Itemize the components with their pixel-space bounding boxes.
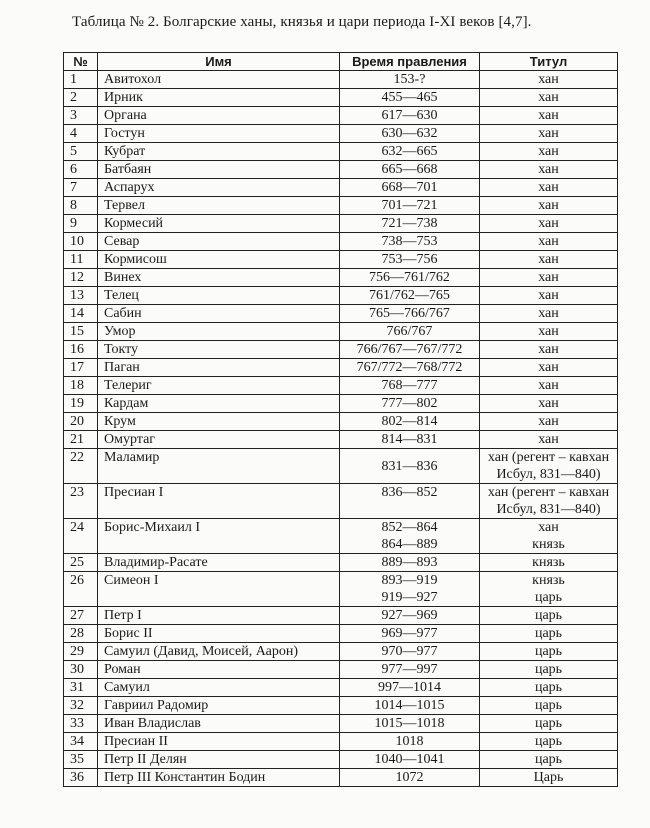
- cell-num: 14: [64, 305, 98, 323]
- table-row: [64, 125, 618, 143]
- time-line: 721—738: [381, 216, 438, 231]
- title-line: Исбул, 831—840): [496, 502, 601, 517]
- cell-time: [340, 751, 480, 769]
- cell-name: Пресиан II: [98, 733, 340, 751]
- cell-time: [340, 572, 480, 607]
- cell-name: Аспарух: [98, 179, 340, 197]
- cell-name: Петр III Константин Бодин: [98, 769, 340, 787]
- cell-time: [340, 413, 480, 431]
- cell-time: [340, 679, 480, 697]
- table-row: [64, 733, 618, 751]
- cell-title: [480, 233, 618, 251]
- title-line: хан: [538, 162, 559, 177]
- time-line: 632—665: [381, 144, 438, 159]
- title-line: хан: [538, 306, 559, 321]
- cell-time: [340, 484, 480, 519]
- cell-title: [480, 323, 618, 341]
- cell-time: [340, 287, 480, 305]
- cell-num: 18: [64, 377, 98, 395]
- cell-title: [480, 71, 618, 89]
- table-row: [64, 359, 618, 377]
- time-line: 831—836: [381, 459, 438, 474]
- title-line: царь: [534, 752, 563, 767]
- title-line: князь: [532, 555, 565, 570]
- time-line: 1040—1041: [374, 752, 445, 767]
- time-line: 768—777: [381, 378, 438, 393]
- cell-time: [340, 715, 480, 733]
- cell-title: [480, 715, 618, 733]
- cell-title: [480, 572, 618, 607]
- cell-title: [480, 89, 618, 107]
- title-line: хан: [538, 108, 559, 123]
- table-row: [64, 71, 618, 89]
- cell-num: 24: [64, 519, 98, 554]
- cell-num: 11: [64, 251, 98, 269]
- cell-title: [480, 197, 618, 215]
- cell-num: 21: [64, 431, 98, 449]
- time-line: 836—852: [381, 485, 438, 500]
- header-name: Имя: [98, 53, 340, 71]
- table-row: [64, 197, 618, 215]
- title-line: хан: [538, 180, 559, 195]
- cell-name: Органа: [98, 107, 340, 125]
- title-line: хан: [538, 252, 559, 267]
- table-caption: Таблица № 2. Болгарские ханы, князья и цари периода I-XI веков [4,7].: [72, 14, 532, 30]
- cell-name: Пресиан I: [98, 484, 340, 519]
- title-line: хан: [538, 198, 559, 213]
- title-line: князь: [532, 537, 565, 552]
- cell-num: 26: [64, 572, 98, 607]
- table-header-row: [64, 53, 618, 71]
- cell-name: Паган: [98, 359, 340, 377]
- title-line: Царь: [533, 770, 564, 785]
- cell-title: [480, 269, 618, 287]
- cell-num: 4: [64, 125, 98, 143]
- header-num: №: [64, 53, 98, 71]
- table-row: [64, 161, 618, 179]
- cell-title: [480, 287, 618, 305]
- table-row: [64, 484, 618, 519]
- header-time: Время правления: [340, 53, 480, 71]
- table-row: [64, 89, 618, 107]
- time-line: 767/772—768/772: [356, 360, 463, 375]
- cell-name: Маламир: [98, 449, 340, 484]
- cell-num: 29: [64, 643, 98, 661]
- cell-time: [340, 395, 480, 413]
- title-line: князь: [532, 573, 565, 588]
- cell-time: [340, 107, 480, 125]
- cell-title: [480, 661, 618, 679]
- table-row: [64, 143, 618, 161]
- cell-num: 1: [64, 71, 98, 89]
- cell-title: [480, 554, 618, 572]
- cell-title: [480, 125, 618, 143]
- cell-num: 17: [64, 359, 98, 377]
- cell-time: [340, 233, 480, 251]
- cell-time: [340, 305, 480, 323]
- cell-time: [340, 377, 480, 395]
- cell-time: [340, 143, 480, 161]
- title-line: хан: [538, 432, 559, 447]
- title-line: Исбул, 831—840): [496, 467, 601, 482]
- cell-name: Авитохол: [98, 71, 340, 89]
- title-line: царь: [534, 734, 563, 749]
- cell-name: Токту: [98, 341, 340, 359]
- time-line: 802—814: [381, 414, 438, 429]
- cell-name: Омуртаг: [98, 431, 340, 449]
- cell-title: [480, 679, 618, 697]
- table-row: [64, 769, 618, 787]
- table-row: [64, 643, 618, 661]
- cell-title: [480, 143, 618, 161]
- time-line: 777—802: [381, 396, 438, 411]
- title-line: хан: [538, 270, 559, 285]
- cell-title: [480, 395, 618, 413]
- cell-num: 2: [64, 89, 98, 107]
- cell-time: [340, 607, 480, 625]
- title-line: хан: [538, 126, 559, 141]
- cell-name: Симеон I: [98, 572, 340, 607]
- time-line: 970—977: [381, 644, 438, 659]
- cell-title: [480, 251, 618, 269]
- table-row: [64, 179, 618, 197]
- cell-num: 5: [64, 143, 98, 161]
- cell-name: Иван Владислав: [98, 715, 340, 733]
- title-line: хан: [538, 520, 559, 535]
- cell-num: 27: [64, 607, 98, 625]
- table-row: [64, 572, 618, 607]
- title-line: хан: [538, 72, 559, 87]
- cell-num: 15: [64, 323, 98, 341]
- cell-title: [480, 359, 618, 377]
- table-row: [64, 377, 618, 395]
- cell-num: 16: [64, 341, 98, 359]
- cell-num: 32: [64, 697, 98, 715]
- cell-num: 20: [64, 413, 98, 431]
- time-line: 738—753: [381, 234, 438, 249]
- cell-time: [340, 769, 480, 787]
- cell-title: [480, 519, 618, 554]
- cell-title: [480, 625, 618, 643]
- time-line: 814—831: [381, 432, 438, 447]
- cell-num: 19: [64, 395, 98, 413]
- cell-num: 34: [64, 733, 98, 751]
- title-line: хан: [538, 396, 559, 411]
- title-line: царь: [534, 698, 563, 713]
- cell-name: Кардам: [98, 395, 340, 413]
- cell-time: [340, 643, 480, 661]
- table-row: [64, 215, 618, 233]
- table-row: [64, 413, 618, 431]
- cell-time: [340, 519, 480, 554]
- cell-name: Роман: [98, 661, 340, 679]
- cell-num: 35: [64, 751, 98, 769]
- table-row: [64, 449, 618, 484]
- cell-num: 33: [64, 715, 98, 733]
- table-row: [64, 287, 618, 305]
- table-row: [64, 697, 618, 715]
- time-line: 765—766/767: [369, 306, 450, 321]
- time-line: 753—756: [381, 252, 438, 267]
- cell-name: Самуил (Давид, Моисей, Аарон): [98, 643, 340, 661]
- cell-num: 36: [64, 769, 98, 787]
- table-row: [64, 251, 618, 269]
- cell-num: 3: [64, 107, 98, 125]
- time-line: 761/762—765: [369, 288, 450, 303]
- cell-num: 10: [64, 233, 98, 251]
- title-line: хан: [538, 216, 559, 231]
- cell-time: [340, 71, 480, 89]
- table-row: [64, 107, 618, 125]
- cell-name: Кормисош: [98, 251, 340, 269]
- title-line: хан: [538, 360, 559, 375]
- cell-title: [480, 484, 618, 519]
- time-line: 893—919: [381, 573, 438, 588]
- cell-name: Телец: [98, 287, 340, 305]
- table-row: [64, 607, 618, 625]
- cell-name: Ирник: [98, 89, 340, 107]
- table-row: [64, 715, 618, 733]
- title-line: хан: [538, 378, 559, 393]
- cell-name: Петр I: [98, 607, 340, 625]
- time-line: 919—927: [381, 590, 438, 605]
- cell-num: 30: [64, 661, 98, 679]
- time-line: 1072: [395, 770, 424, 785]
- table-row: [64, 625, 618, 643]
- rulers-table: [63, 52, 618, 787]
- cell-time: [340, 125, 480, 143]
- cell-title: [480, 643, 618, 661]
- cell-time: [340, 323, 480, 341]
- cell-name: Самуил: [98, 679, 340, 697]
- cell-name: Телериг: [98, 377, 340, 395]
- cell-time: [340, 341, 480, 359]
- cell-time: [340, 269, 480, 287]
- cell-name: Петр II Делян: [98, 751, 340, 769]
- cell-time: [340, 89, 480, 107]
- cell-num: 22: [64, 449, 98, 484]
- title-line: царь: [534, 590, 563, 605]
- cell-name: Сабин: [98, 305, 340, 323]
- cell-title: [480, 161, 618, 179]
- cell-name: Борис-Михаил I: [98, 519, 340, 554]
- title-line: царь: [534, 644, 563, 659]
- cell-num: 13: [64, 287, 98, 305]
- table-row: [64, 679, 618, 697]
- time-line: 617—630: [381, 108, 438, 123]
- table-row: [64, 323, 618, 341]
- table-row: [64, 395, 618, 413]
- cell-num: 23: [64, 484, 98, 519]
- title-line: хан: [538, 234, 559, 249]
- cell-title: [480, 305, 618, 323]
- cell-name: Владимир-Расате: [98, 554, 340, 572]
- cell-time: [340, 431, 480, 449]
- time-line: 1014—1015: [374, 698, 445, 713]
- cell-num: 31: [64, 679, 98, 697]
- cell-time: [340, 215, 480, 233]
- cell-num: 7: [64, 179, 98, 197]
- time-line: 665—668: [381, 162, 438, 177]
- time-line: 889—893: [381, 555, 438, 570]
- table-row: [64, 269, 618, 287]
- title-line: хан: [538, 414, 559, 429]
- cell-time: [340, 625, 480, 643]
- title-line: хан (регент – кавхан: [487, 485, 610, 500]
- cell-time: [340, 697, 480, 715]
- cell-name: Севар: [98, 233, 340, 251]
- cell-name: Гавриил Радомир: [98, 697, 340, 715]
- title-line: царь: [534, 662, 563, 677]
- title-line: царь: [534, 680, 563, 695]
- cell-time: [340, 661, 480, 679]
- time-line: 927—969: [381, 608, 438, 623]
- cell-num: 8: [64, 197, 98, 215]
- cell-title: [480, 413, 618, 431]
- time-line: 1018: [395, 734, 424, 749]
- cell-time: [340, 179, 480, 197]
- time-line: 997—1014: [378, 680, 441, 695]
- title-line: хан: [538, 144, 559, 159]
- table-row: [64, 661, 618, 679]
- cell-title: [480, 751, 618, 769]
- title-line: хан: [538, 324, 559, 339]
- time-line: 1015—1018: [374, 716, 445, 731]
- time-line: 852—864: [381, 520, 438, 535]
- time-line: 668—701: [381, 180, 438, 195]
- cell-title: [480, 769, 618, 787]
- cell-time: [340, 359, 480, 377]
- cell-name: Умор: [98, 323, 340, 341]
- cell-name: Гостун: [98, 125, 340, 143]
- cell-name: Борис II: [98, 625, 340, 643]
- cell-num: 12: [64, 269, 98, 287]
- header-title: Титул: [480, 53, 618, 71]
- cell-title: [480, 697, 618, 715]
- title-line: хан: [538, 288, 559, 303]
- cell-time: [340, 554, 480, 572]
- title-line: царь: [534, 608, 563, 623]
- time-line: 969—977: [381, 626, 438, 641]
- cell-title: [480, 607, 618, 625]
- title-line: хан: [538, 342, 559, 357]
- table-row: [64, 554, 618, 572]
- table-row: [64, 341, 618, 359]
- table-row: [64, 305, 618, 323]
- cell-title: [480, 377, 618, 395]
- cell-title: [480, 107, 618, 125]
- table-row: [64, 431, 618, 449]
- cell-time: [340, 161, 480, 179]
- cell-name: Кормесий: [98, 215, 340, 233]
- table-row: [64, 751, 618, 769]
- time-line: 701—721: [381, 198, 438, 213]
- cell-title: [480, 733, 618, 751]
- time-line: 455—465: [381, 90, 438, 105]
- cell-title: [480, 179, 618, 197]
- cell-title: [480, 431, 618, 449]
- time-line: 864—889: [381, 537, 438, 552]
- time-line: 756—761/762: [369, 270, 450, 285]
- cell-num: 28: [64, 625, 98, 643]
- title-line: царь: [534, 626, 563, 641]
- title-line: царь: [534, 716, 563, 731]
- cell-name: Тервел: [98, 197, 340, 215]
- time-line: 153-?: [393, 72, 426, 87]
- cell-time: [340, 197, 480, 215]
- cell-name: Винех: [98, 269, 340, 287]
- time-line: 766/767—767/772: [356, 342, 463, 357]
- cell-num: 25: [64, 554, 98, 572]
- cell-time: [340, 251, 480, 269]
- cell-name: Батбаян: [98, 161, 340, 179]
- cell-name: Крум: [98, 413, 340, 431]
- cell-title: [480, 215, 618, 233]
- title-line: хан: [538, 90, 559, 105]
- title-line: хан (регент – кавхан: [487, 450, 610, 465]
- time-line: 766/767: [386, 324, 433, 339]
- cell-title: [480, 449, 618, 484]
- table-row: [64, 519, 618, 554]
- cell-num: 9: [64, 215, 98, 233]
- cell-name: Кубрат: [98, 143, 340, 161]
- cell-time: [340, 449, 480, 484]
- cell-num: 6: [64, 161, 98, 179]
- table-row: [64, 233, 618, 251]
- time-line: 977—997: [381, 662, 438, 677]
- time-line: 630—632: [381, 126, 438, 141]
- cell-title: [480, 341, 618, 359]
- cell-time: [340, 733, 480, 751]
